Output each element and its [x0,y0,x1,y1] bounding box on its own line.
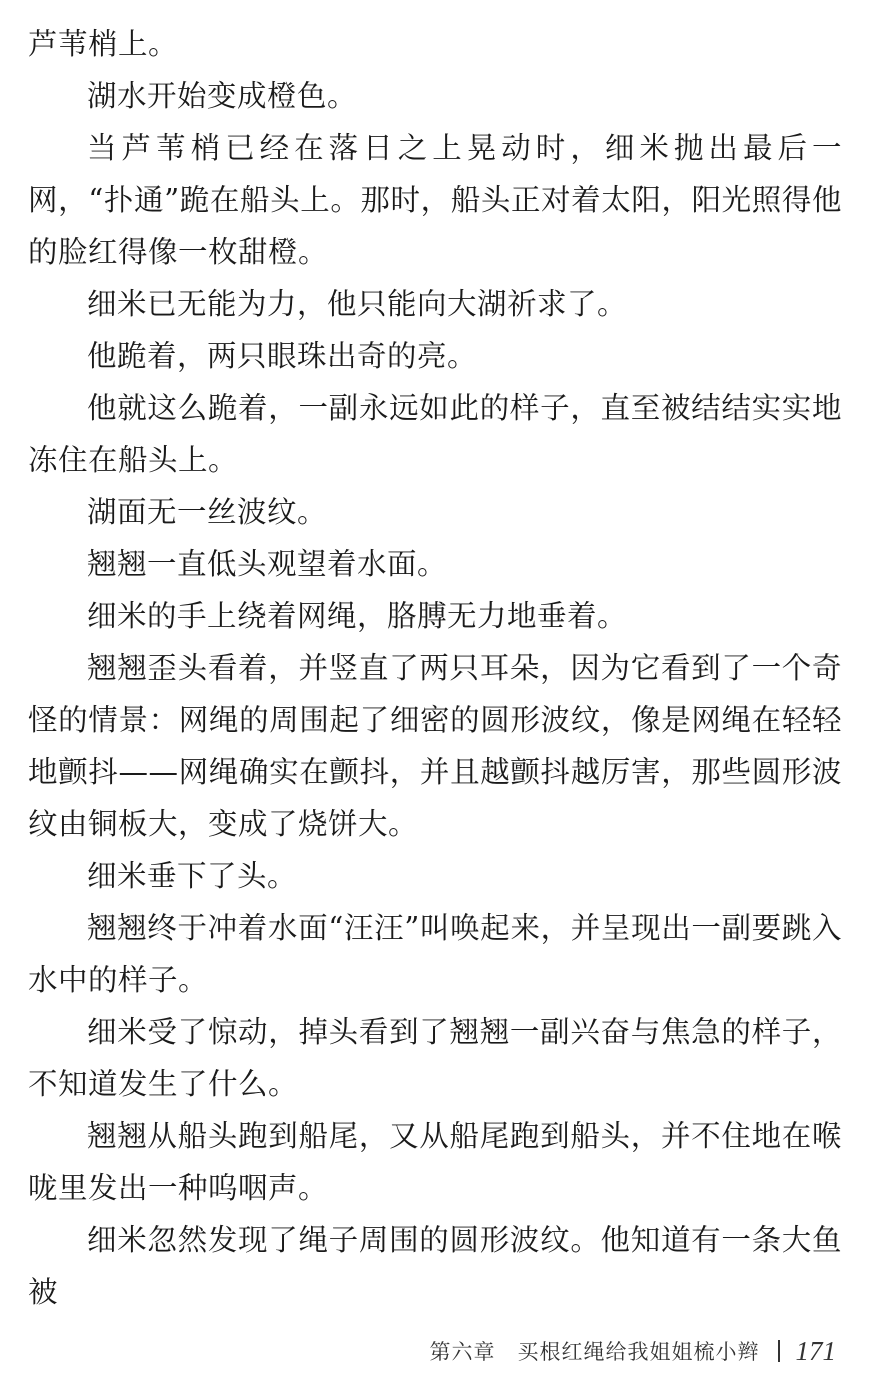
paragraph: 芦苇梢上。 [28,27,179,61]
paragraph: 翘翘一直低头观望着水面。 [87,547,448,581]
paragraph: 细米的手上绕着网绳，胳膊无力地垂着。 [87,599,628,633]
paragraph: 翘翘歪头看着，并竖直了两只耳朵，因为它看到了一个奇怪的情景：网绳的周围起了细密的圆形波纹，像是网绳在轻轻地颤抖——网绳确实在颤抖，并且越颤抖越厉害，那些圆形波纹由铜板大，变成了烧饼大。 [28,651,842,841]
paragraph: 细米已无能为力，他只能向大湖祈求了。 [87,287,628,321]
paragraph: 他跪着，两只眼珠出奇的亮。 [87,339,478,373]
paragraph: 细米受了惊动，掉头看到了翘翘一副兴奋与焦急的样子，不知道发生了什么。 [28,1015,842,1101]
paragraph: 翘翘从船头跑到船尾，又从船尾跑到船头，并不住地在喉咙里发出一种呜咽声。 [28,1119,842,1205]
paragraph: 细米忽然发现了绳子周围的圆形波纹。他知道有一条大鱼被 [28,1223,842,1309]
running-chapter-title: 第六章 买根红绳给我姐姐梳小辫 [429,1340,760,1364]
paragraph: 他就这么跪着，一副永远如此的样子，直至被结结实实地冻住在船头上。 [28,391,842,477]
page-footer [430,1333,837,1369]
paragraph: 当芦苇梢已经在落日之上晃动时，细米抛出最后一网，“扑通”跪在船头上。那时，船头正对着太阳，阳光照得他的脸红得像一枚甜橙。 [28,131,842,269]
paragraph: 湖水开始变成橙色。 [87,79,358,113]
paragraph: 湖面无一丝波纹。 [87,495,328,529]
page-number: 171 [795,1335,836,1366]
footer-divider [778,1340,780,1362]
paragraph: 翘翘终于冲着水面“汪汪”叫唤起来，并呈现出一副要跳入水中的样子。 [28,911,842,997]
page-body [28,18,842,1318]
paragraph: 细米垂下了头。 [87,859,298,893]
